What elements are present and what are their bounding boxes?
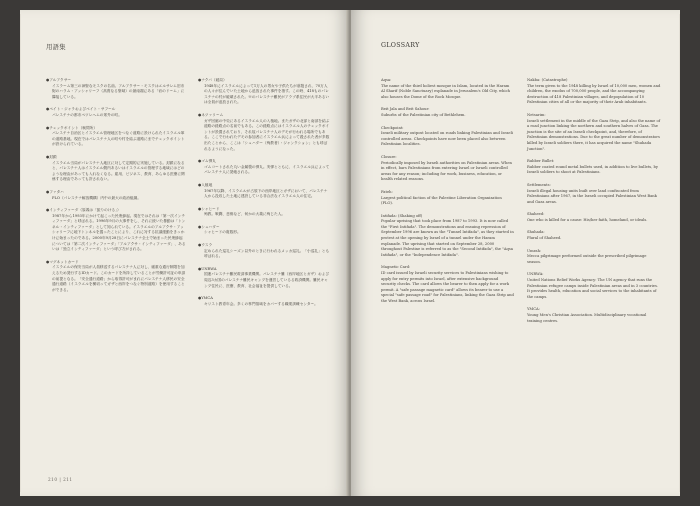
- page-title-en: GLOSSARY: [381, 42, 420, 49]
- glossary-entry: [198, 113, 330, 152]
- glossary-definition: ゴムコートされた丸い金属製の弾丸。実弾とともに、イスラエル兵によってパレスチナ人に発砲される。: [204, 164, 330, 175]
- glossary-definition: Periodically imposed by Israeli authorities on Palestinian areas. When in effect, bars Palestinians from entering Israel or Israeli controlled areas for any reason; including for work, business, education, or health related reasons.: [381, 160, 512, 182]
- glossary-definition: Mecca pilgrimage performed outside the prescribed pilgrimage season.: [527, 254, 647, 264]
- glossary-entry: [527, 249, 661, 266]
- glossary-term: ●ファタハ: [46, 189, 64, 194]
- glossary-definition: Rubber coated round metal bullets used, in addition to live bullets, by Israeli soldiers to shoot at Palestinians.: [527, 164, 658, 175]
- glossary-definition: ID card issued by Israeli security services to Palestinians wishing to apply for entry permits into Israel, after extensive background security checks. The card allows the bearer to then apply for a work permit. A "safe passage magnetic card" allows its bearer to use a special "safe passage road" for Palestinians, linking the Gaza Strip and the West Bank, across Israel.: [381, 271, 514, 303]
- glossary-definition: イスラエル当局がパレスチナ人地区に対して定期的に実施している。封鎖になると、パレスチナ人はイスラエル側内あるいはイスラエルの管理する地域にはどのような理由があっても入れなくなる。雇用、ビジネス、教育、あらゆる医療に関係する理由であっても許されない。: [52, 160, 185, 182]
- glossary-entry: [381, 155, 514, 183]
- glossary-entry: [527, 272, 661, 300]
- glossary-definition: Suburbs of the Palestinian city of Bethlehem.: [381, 112, 466, 117]
- glossary-term: ●アルアクサー: [46, 78, 72, 82]
- glossary-entry: [381, 107, 514, 118]
- glossary-entry: [527, 307, 661, 324]
- glossary-term: ●チェックポイント（検問所）: [46, 125, 98, 130]
- glossary-entry: [527, 159, 661, 176]
- glossary-definition: One who is killed for a cause: His/her faith, homeland, or ideals.: [527, 217, 648, 222]
- glossary-definition: パレスチナ自治区とイスラエル管理地区をつなぐ道路に設けられたイスラエル軍の道路基地。現在ではパレスチナ人の町や村を結ぶ道路にまでチェックポイントが設けられている。: [52, 131, 185, 147]
- glossary-column-jp-2: [198, 78, 330, 314]
- glossary-definition: シャヒードの複数形。: [204, 230, 241, 235]
- left-page: [20, 10, 349, 496]
- glossary-definition: 定められた巡礼シーズン以外のときに行われるメッカ巡礼。「小巡礼」とも呼ばれる。: [204, 248, 330, 259]
- glossary-entry: [198, 296, 330, 307]
- glossary-entry: [198, 159, 330, 176]
- glossary-term: Umrah:: [527, 248, 542, 253]
- glossary-term: Intifada: (Shaking off): [381, 213, 423, 218]
- glossary-term: Beit Jala and Beit Sahour:: [381, 107, 430, 112]
- glossary-entry: [527, 230, 661, 241]
- glossary-entry: [46, 260, 186, 294]
- glossary-entry: [198, 267, 330, 289]
- glossary-definition: Israeli military outpost located on roads linking Palestinian and Israeli controlled areas. Checkpoints have now been placed also between Palestinian localities.: [381, 131, 513, 147]
- glossary-entry: [527, 183, 661, 205]
- glossary-term: YMCA:: [527, 307, 540, 312]
- glossary-term: ●UNRWA: [198, 266, 217, 271]
- glossary-entry: [527, 78, 661, 106]
- glossary-definition: 1987年から1993年にかけて起こった民衆蜂起。現在ではそれは「第一次インティファーダ」と呼ばれる。1996年9月の大事件をし、それに続いた暴動は「トンネル・インティファーダ」として知られている。イスラエルのアルアクサ・アッシャリーフに地下トンネルを掘ったことにより、これに対する抗議運動をきっかけに始まったのである。2000年9月28日にパレスチナ全土で始まった民衆蜂起については「第二次インティファーダ」「アルアクサ・インティファーダ」、あるいは「独立インティファーダ」という呼び方がされる。: [52, 213, 186, 252]
- glossary-term: Checkpoint:: [381, 125, 404, 130]
- glossary-definition: Plural of Shaheed.: [527, 236, 562, 241]
- glossary-entry: [46, 107, 186, 118]
- open-book: [20, 10, 680, 496]
- glossary-entry: [198, 225, 330, 236]
- glossary-entry: [527, 113, 661, 152]
- glossary-entry: [381, 265, 514, 304]
- glossary-term: ●ナクバ（破局）: [198, 78, 227, 82]
- glossary-definition: 1967年以降、イスラエルが占領下の西岸地区とガザにおいて、パレスチナ人から没収した土地に建設している非合法なイスラエル人の住宅。: [204, 188, 328, 199]
- glossary-entry: [46, 155, 186, 183]
- glossary-definition: Israeli settlement in the middle of the Gaza Strip, and also the name of a road junction linking the northern and southern halves of Gaza. The junction is the site of an Israeli checkpoint, and, therefore, of Palestinian demonstrations. Due to the great number of demonstrators killed by Israeli soldiers there, it has acquired the name "Shuhada Junction".: [527, 118, 661, 151]
- glossary-definition: The term given to the 1948 killing by Israel of 10,000 men, women and children, the exodus of 700,000 people, and the accompanying destruction of 418 Palestinian villages, and depopulation of 10 Palestinian cities of all or the majority of their Arab inhabitants.: [527, 83, 661, 105]
- glossary-term: Nakba: (Catastrophe): [527, 78, 568, 82]
- glossary-entry: [46, 126, 186, 148]
- glossary-term: Shaheed:: [527, 212, 545, 217]
- right-page: [351, 10, 680, 496]
- glossary-entry: [198, 207, 330, 218]
- glossary-entry: [381, 214, 514, 259]
- glossary-entry: [381, 190, 514, 207]
- glossary-column-jp-1: [46, 78, 186, 300]
- glossary-column-en-1: [381, 78, 514, 312]
- glossary-entry: [381, 78, 514, 100]
- glossary-term: Shuhada:: [527, 230, 545, 235]
- glossary-entry: [527, 212, 661, 223]
- glossary-term: Rubber Bullet:: [527, 159, 555, 164]
- glossary-definition: イスラエルの保安当局が人員移送するパレスチナ人に対し、厳重な通行制限を加えるため発行するIDカード。このカードを所持していることが労働許可証の申請の前提となる。「安全通行道路」から取得許可がまれにパレスチナ人移民の安全通行道路（イスラエルを横切ってガザと西岸をつなぐ特別道路）を使用することができる。: [52, 265, 186, 292]
- glossary-definition: 1948年にイスラエルによって1万人の男女や子供たちが虐殺され、70万人の人々が住んでいた土地から追放された事件を指す。この時、418ものパレスチナの村が破壊された。※のパレスチナ難民がアラブ系住民が大半あるいは全員が追放された。: [204, 83, 330, 105]
- glossary-definition: パレスチナの都市ベツレヘムの郊外の町。: [52, 112, 122, 117]
- glossary-column-en-2: [527, 78, 661, 331]
- glossary-entry: [46, 190, 186, 201]
- glossary-term: ●シャヒード: [198, 206, 220, 211]
- glossary-entry: [198, 78, 330, 106]
- glossary-definition: 殉教。戦闘、悲惨など、何かの大義に殉じた人。: [204, 212, 286, 217]
- glossary-term: Aqsa:: [381, 78, 392, 82]
- glossary-entry: [46, 78, 186, 100]
- glossary-definition: United Nations Relief Works Agency: The UN agency that runs the Palestinian refugee camps inside Palestinian areas and in 3 countries. It provides health, education and social services to the inhabitants of the camps.: [527, 278, 659, 299]
- glossary-term: ●インティファーダ（原義は「振りのける」）: [46, 208, 121, 213]
- glossary-definition: Israeli illegal housing units built over land confiscated from Palestinians after 1967, in the Israeli occupied Palestinian West Bank and Gaza areas.: [527, 188, 657, 204]
- glossary-term: Closure:: [381, 154, 397, 159]
- glossary-definition: キリスト教青年会。多くの専門領域をカバーする職業訓練センター。: [204, 301, 318, 306]
- glossary-term: Fateh:: [381, 189, 393, 194]
- glossary-term: Netsarim:: [527, 112, 546, 117]
- glossary-term: ●封鎖: [46, 154, 57, 159]
- glossary-term: Magnetic Card:: [381, 265, 411, 270]
- glossary-term: ●ゴム弾丸: [198, 159, 216, 164]
- glossary-entry: [46, 208, 186, 253]
- glossary-definition: Largest political faction of the Palestine Liberation Organization (PLO).: [381, 195, 502, 206]
- page-folio: 210 | 211: [48, 477, 73, 482]
- glossary-term: ●ネツァリーム: [198, 112, 224, 117]
- glossary-term: Settlements:: [527, 182, 551, 187]
- glossary-term: ●シュハダー: [198, 224, 220, 229]
- page-edge-right: [679, 14, 680, 492]
- glossary-definition: The name of the third holiest mosque in Islam, located in the Haram Al Sharif (Noble Sanctuary) esplanade in Jerusalem's Old City, which also houses the Dome of the Rock Mosque.: [381, 83, 511, 99]
- glossary-term: ●YMCA: [198, 296, 213, 301]
- glossary-definition: ガザ回廊の中央にあるイスラエル人の入植地。またガザの北部と南部を結ぶ道路の経路点の名前でもある。この経路点にはイスラエル人のチェックポイントが設置されており、それ故パレスチナ人のデモが行われる場所でもある。ここで行われたデモの参加者にイスラエル兵によって殺された者が多数出たことから、ここは「シュハダー（殉教者）・ジャンクション」とも呼ばれるようになった。: [204, 118, 330, 151]
- glossary-term: ●入植地: [198, 182, 213, 187]
- glossary-definition: 国連パレスチナ難民救済事業機関。パレスチナ難（西岸地区とガザ）および周辺3カ国のパレスチナ難民キャンプを運営しているる救済機関。難民キャンプ住民に、医療、教育、社会福祉を提供している。: [204, 272, 330, 288]
- glossary-entry: [198, 183, 330, 200]
- glossary-term: ●ウスラ: [198, 243, 213, 248]
- glossary-term: ●マグネットカード: [46, 259, 79, 264]
- page-edge-left: [20, 14, 21, 492]
- glossary-entry: [381, 126, 514, 148]
- glossary-term: UNRWA:: [527, 272, 544, 277]
- glossary-definition: Popular uprising that took place from 1987 to 1993. It is now called the "First Intifada". The demonstrations and ensuing repression of September 1996 are known as the "Tunnel Intifada", as they started in protest at the opening by Israel of a tunnel under the Haram esplanade. The uprising that started on September 28, 2000 throughout Palestine is referred to as the "Second Intifada", the "Aqsa Intifada", or the "Independence Intifada".: [381, 219, 514, 257]
- glossary-definition: イスラーム第三の神聖なモスクの名前。アルアクサー・モスクはエルサレム旧市街のハラム・アッシャリーフ（高貴なる聖域）の最南端にある「岩のドーム」に隣接している。: [52, 83, 185, 99]
- glossary-definition: PLO（パレスチナ解放機構）内中の最大の政治組織。: [52, 195, 141, 200]
- glossary-entry: [198, 243, 330, 260]
- glossary-definition: Young Men's Christian Association. Multidisciplinary vocational training centres.: [527, 313, 647, 323]
- page-title-jp: 用語集: [46, 44, 66, 51]
- glossary-term: ●ベイト・ジャラおよびベイト・サフール: [46, 107, 116, 112]
